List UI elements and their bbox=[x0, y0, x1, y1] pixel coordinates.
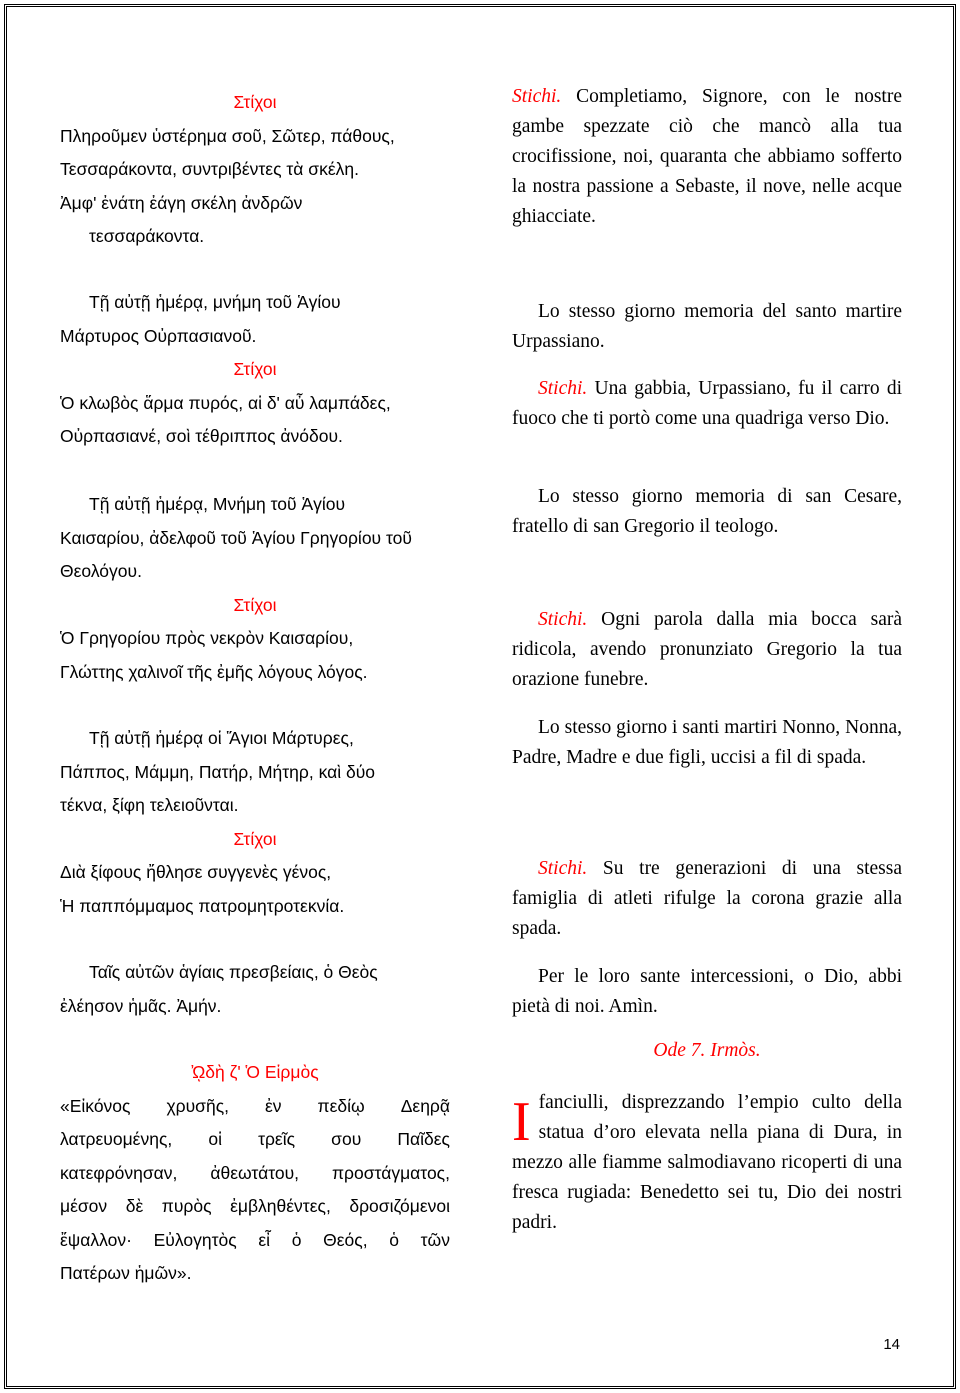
word: Θεός, bbox=[323, 1229, 368, 1250]
word: ἔψαλλον· bbox=[60, 1229, 132, 1250]
memory-line: Καισαρίου, ἀδελφοῦ τοῦ Ἁγίου Γρηγορίου τοῦ bbox=[60, 527, 412, 548]
irmos-line: Πατέρων ἡμῶν». bbox=[60, 1263, 192, 1283]
stichi-label: Stichi. bbox=[538, 609, 588, 630]
italian-para-intercessions bbox=[512, 962, 902, 1022]
word: ὁ bbox=[291, 1229, 302, 1250]
italian-para-cesare-memory bbox=[512, 482, 902, 542]
verse-line: Ἀμφ' ἐνάτη ἐάγη σκέλη ἀνδρῶν bbox=[60, 192, 303, 213]
word: «Εἰκόνος bbox=[60, 1095, 131, 1116]
irmos-line bbox=[60, 1190, 450, 1224]
para-text: Per le loro sante intercessioni, o Dio, abbi pietà di noi. Amìn. bbox=[512, 966, 902, 1017]
drop-cap: I bbox=[512, 1091, 531, 1153]
italian-para-family-memory bbox=[512, 713, 902, 773]
irmos-text: fanciulli, disprezzando l’empio culto della statua d’oro elevata nella piana di Dura, in mezzo alle fiamme salmodiavano ricoperti di una fresca rugiada: Benedetto sei tu, Dio dei nostri padri. bbox=[512, 1092, 902, 1233]
greek-block-urpassianus bbox=[60, 286, 450, 454]
para-text: Ogni parola dalla mia bocca sarà ridicola, avendo pronunziato Gregorio la tua orazione funebre. bbox=[512, 609, 902, 690]
word: ἐν bbox=[265, 1095, 282, 1116]
word: χρυσῆς, bbox=[166, 1095, 230, 1116]
word: ὁ bbox=[389, 1229, 399, 1250]
word: τῶν bbox=[420, 1229, 450, 1250]
word: τρεῖς bbox=[258, 1129, 296, 1149]
stichi-label: Stichi. bbox=[538, 378, 588, 399]
memory-line: Θεολόγου. bbox=[60, 561, 142, 581]
italian-para-sebaste bbox=[512, 82, 902, 232]
word: Παῖδες bbox=[397, 1129, 450, 1149]
para-text: Lo stesso giorno i santi martiri Nonno, Nonna, Padre, Madre e due figli, uccisi a fil di spada. bbox=[512, 717, 902, 768]
memory-line: Τῇ αὐτῇ ἡμέρᾳ οἱ Ἅγιοι Μάρτυρες, bbox=[89, 728, 354, 748]
prayer-line: ἐλέησον ἡμᾶς. Ἀμήν. bbox=[60, 995, 222, 1016]
prayer-line: Ταῖς αὐτῶν ἁγίαις πρεσβείαις, ὁ Θεὸς bbox=[89, 962, 378, 982]
stichoi-heading: Στίχοι bbox=[233, 359, 277, 379]
word: ἀθεωτάτου, bbox=[210, 1162, 300, 1183]
word: δροσιζόμενοι bbox=[349, 1196, 450, 1216]
para-text: Su tre generazioni di una stessa famiglia di atleti rifulge la corona grazie alla spada. bbox=[512, 858, 902, 939]
memory-line: Πάππος, Μάμμη, Πατήρ, Μήτηρ, καὶ δύο bbox=[60, 761, 376, 782]
verse-line: Πληροῦμεν ὑστέρημα σοῦ, Σῶτερ, πάθους, bbox=[60, 125, 395, 146]
word: λατρευομένης, bbox=[60, 1129, 173, 1149]
word: πυρὸς bbox=[161, 1196, 212, 1216]
para-text: Completiamo, Signore, con le nostre gambe spezzate ciò che mancò alla tua crocifissione, noi, quaranta che abbiamo sofferto la nostra passione a Sebaste, il nove, nelle acque ghiacciate. bbox=[512, 86, 902, 227]
verse-line: Τεσσαράκοντα, συντριβέντες τὰ σκέλη. bbox=[60, 159, 359, 179]
word: προστάγματος, bbox=[331, 1162, 450, 1183]
para-text: Una gabbia, Urpassiano, fu il carro di fuoco che ti portò come una quadriga verso Dio. bbox=[512, 378, 902, 429]
stichoi-heading: Στίχοι bbox=[233, 594, 277, 615]
stichi-label: Stichi. bbox=[512, 86, 562, 107]
word: οἱ bbox=[208, 1129, 222, 1149]
memory-line: Τῇ αὐτῇ ἡμέρᾳ, μνήμη τοῦ Ἁγίου bbox=[89, 292, 341, 312]
word: σου bbox=[331, 1129, 362, 1149]
greek-block-intercessions bbox=[60, 956, 450, 1023]
verse-line: Ὁ Γρηγορίου πρὸς νεκρὸν Καισαρίου, bbox=[60, 628, 354, 648]
irmos-line bbox=[60, 1157, 450, 1191]
word: μέσον bbox=[60, 1196, 108, 1216]
italian-para-cesare-stichi bbox=[512, 605, 902, 695]
word: κατεφρόνησαν, bbox=[60, 1162, 178, 1183]
word: Δεηρᾷ bbox=[400, 1095, 450, 1116]
page-number: 14 bbox=[883, 1336, 900, 1353]
ode-title: ᾨδὴ ζ' Ὁ Εἱρμὸς bbox=[191, 1062, 319, 1082]
memory-line: Τῇ αὐτῇ ἡμέρᾳ, Μνήμη τοῦ Ἁγίου bbox=[89, 494, 346, 514]
word: Εὐλογητὸς bbox=[153, 1229, 237, 1250]
stichi-label: Stichi. bbox=[538, 858, 588, 879]
irmos-line bbox=[60, 1224, 450, 1258]
stichoi-heading: Στίχοι bbox=[233, 92, 277, 112]
para-text: Lo stesso giorno memoria del santo martire Urpassiano. bbox=[512, 301, 902, 352]
greek-block-caesarius bbox=[60, 488, 450, 689]
irmos-line bbox=[60, 1123, 450, 1157]
word: ἐμβληθέντες, bbox=[230, 1196, 331, 1216]
verse-line: Οὐρπασιανέ, σοὶ τέθριππος ἀνόδου. bbox=[60, 426, 343, 446]
word: εἶ bbox=[258, 1229, 271, 1250]
verse-line: τεσσαράκοντα. bbox=[89, 226, 205, 246]
memory-line: τέκνα, ξίφη τελειοῦνται. bbox=[60, 795, 239, 815]
greek-ode-7 bbox=[60, 1056, 450, 1291]
italian-ode-title: Ode 7. Irmòs. bbox=[653, 1040, 761, 1061]
italian-para-family-stichi bbox=[512, 854, 902, 944]
verse-line: Ἡ παππόμμαμος πατρομητροτεκνία. bbox=[60, 895, 345, 916]
italian-irmos bbox=[512, 1088, 902, 1238]
verse-line: Γλώττης χαλινοῖ τῆς ἐμῆς λόγους λόγος. bbox=[60, 661, 368, 682]
italian-para-urpassiano-stichi bbox=[512, 374, 902, 434]
italian-para-urpassiano-memory bbox=[512, 297, 902, 357]
para-text: Lo stesso giorno memoria di san Cesare, fratello di san Gregorio il teologo. bbox=[512, 486, 902, 537]
word: πεδίῳ bbox=[317, 1095, 365, 1116]
verse-line: Ὁ κλωβὸς ἅρμα πυρός, αἱ δ' αὖ λαμπάδες, bbox=[60, 392, 391, 413]
greek-block-family-martyrs bbox=[60, 722, 450, 923]
greek-block-martyrs-sebaste bbox=[60, 86, 450, 254]
memory-line: Μάρτυρος Οὐρπασιανοῦ. bbox=[60, 325, 257, 346]
verse-line: Διὰ ξίφους ἤθλησε συγγενὲς γένος, bbox=[60, 862, 332, 882]
word: δὲ bbox=[125, 1196, 144, 1216]
stichoi-heading: Στίχοι bbox=[233, 828, 277, 849]
irmos-line bbox=[60, 1090, 450, 1124]
